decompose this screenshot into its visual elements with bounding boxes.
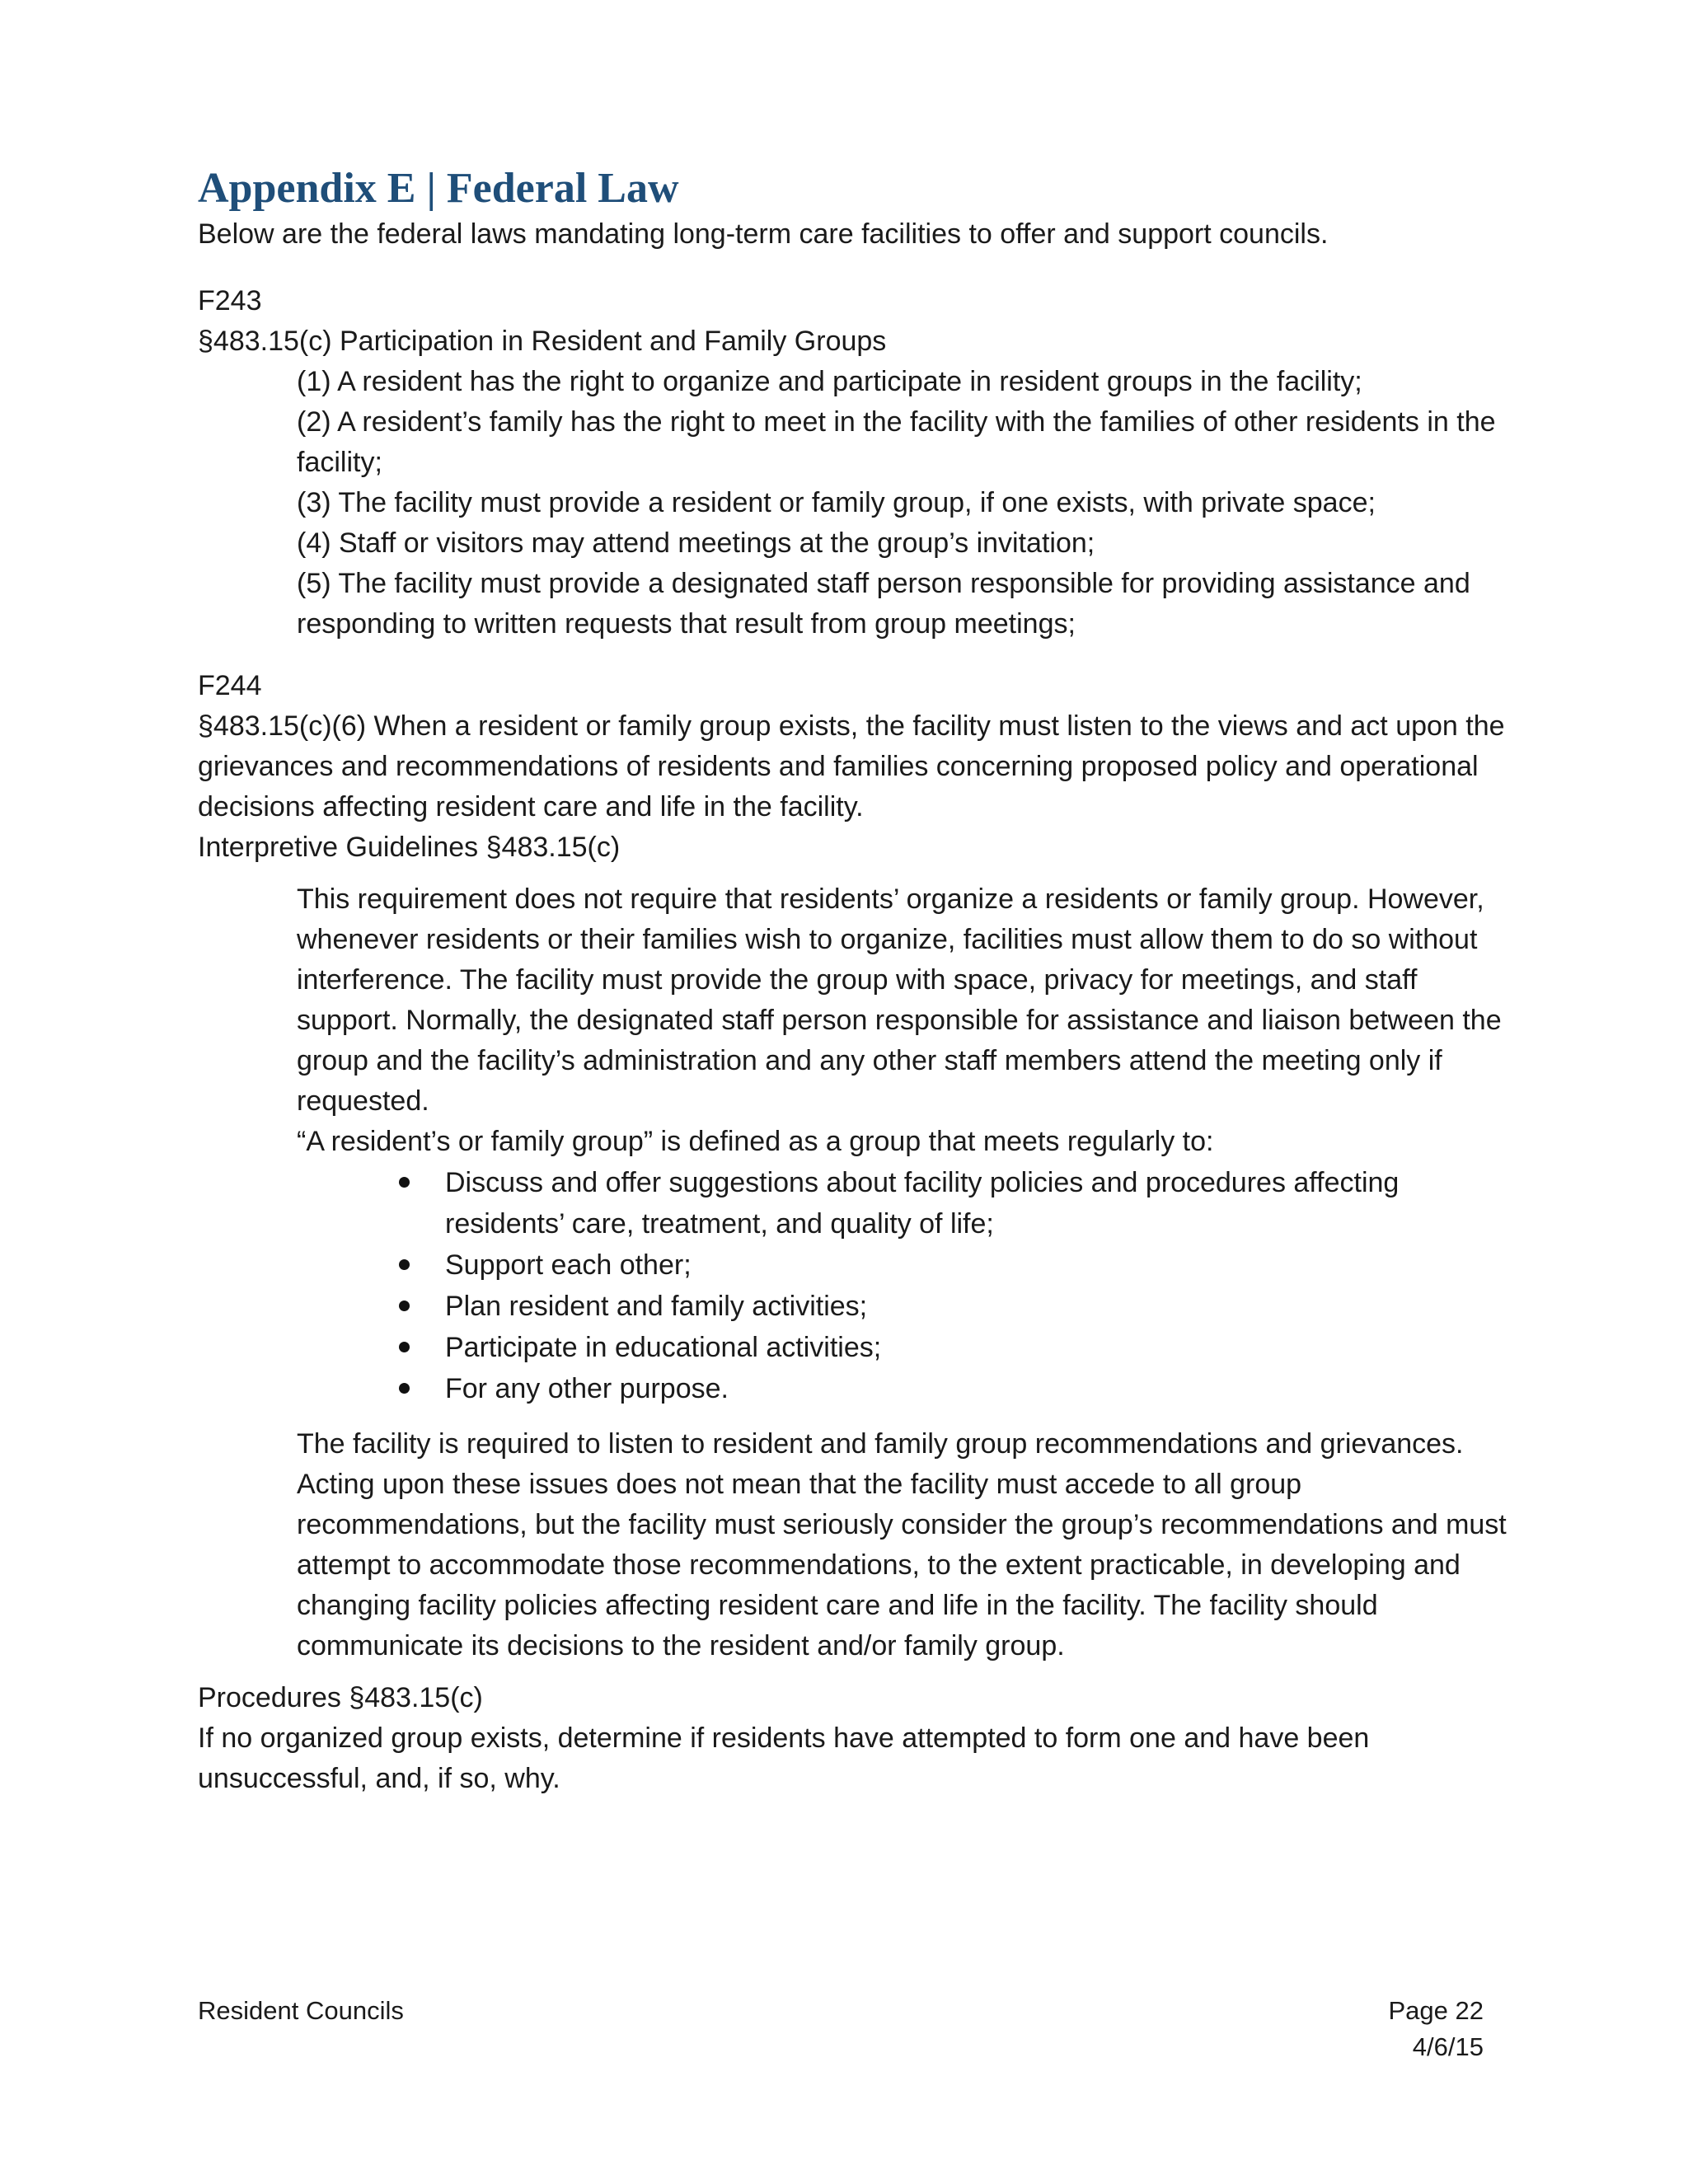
guidelines-paragraph-1: This requirement does not require that residents’ organize a residents or family group. However, whenever residents or their families wish to organize, facilities must allow them to do so without interference. The facility must provide the group with space, privacy for meetings, and staff support. Normally, the designated staff person responsible for assistance and liaison between the group and the facility’s administration and any other staff members attend the meeting only if requested.	[297, 883, 1502, 1118]
footer-doc-title: Resident Councils	[198, 1996, 404, 2025]
footer-page-info	[1389, 1993, 1484, 2065]
list-item: Support each other;	[445, 1244, 1517, 1286]
list-item: For any other purpose.	[445, 1368, 1517, 1409]
procedures-text: If no organized group exists, determine if residents have attempted to form one and have been unsuccessful, and, if so, why.	[198, 1722, 1370, 1795]
list-item: Plan resident and family activities;	[445, 1286, 1517, 1327]
f243-item-2: (2) A resident’s family has the right to meet in the facility with the families of other residents in the facility;	[297, 406, 1496, 479]
interpretive-guidelines-body	[198, 879, 1517, 1409]
f243-items	[198, 362, 1517, 644]
f244-code: F244	[198, 670, 262, 702]
bullet-icon	[399, 1177, 410, 1188]
section-f243	[198, 281, 1517, 644]
bullet-icon	[399, 1342, 410, 1352]
list-item: Participate in educational activities;	[445, 1327, 1517, 1368]
f243-code: F243	[198, 285, 262, 317]
bullet-icon	[399, 1301, 410, 1311]
intro-paragraph: Below are the federal laws mandating long-term care facilities to offer and support councils.	[198, 218, 1329, 251]
footer-page-number: Page 22	[1388, 1996, 1484, 2025]
bullet-icon	[399, 1259, 410, 1270]
section-procedures	[198, 1678, 1517, 1799]
page-content	[198, 163, 1517, 1799]
bullet-icon	[399, 1383, 410, 1394]
footer-date: 4/6/15	[1412, 2032, 1484, 2061]
section-f244	[198, 666, 1517, 1666]
f244-text: §483.15(c)(6) When a resident or family group exists, the facility must listen to the views and act upon the grievances and recommendations of residents and families concerning proposed policy and operational decisions affecting resident care and life in the facility.	[198, 710, 1505, 823]
list-item: Discuss and offer suggestions about facility policies and procedures affecting residents’ care, treatment, and quality of life;	[445, 1162, 1517, 1244]
interpretive-guidelines-body-2	[198, 1424, 1517, 1666]
f243-item-4: (4) Staff or visitors may attend meetings at the group’s invitation;	[297, 527, 1095, 560]
f243-item-3: (3) The facility must provide a resident or family group, if one exists, with private space;	[297, 487, 1376, 519]
guidelines-paragraph-2: The facility is required to listen to resident and family group recommendations and grievances. Acting upon these issues does not mean that the facility must accede to all group recommendations, but the facility must seriously consider the group’s recommendations and must attempt to accommodate those recommendations, to the extent practicable, in developing and changing facility policies affecting resident care and life in the facility. The facility should communicate its decisions to the resident and/or family group.	[297, 1428, 1507, 1662]
group-purpose-list	[297, 1162, 1517, 1409]
f243-heading: §483.15(c) Participation in Resident and Family Groups	[198, 326, 887, 358]
page-title: Appendix E | Federal Law	[198, 165, 679, 212]
f243-item-5: (5) The facility must provide a designated staff person responsible for providing assistance and responding to written requests that result from group meetings;	[297, 568, 1470, 640]
f243-item-1: (1) A resident has the right to organize and participate in resident groups in the facility;	[297, 366, 1362, 398]
interpretive-guidelines-heading: Interpretive Guidelines §483.15(c)	[198, 832, 621, 864]
group-definition: “A resident’s or family group” is defined as a group that meets regularly to:	[297, 1126, 1214, 1158]
procedures-heading: Procedures §483.15(c)	[198, 1682, 483, 1714]
